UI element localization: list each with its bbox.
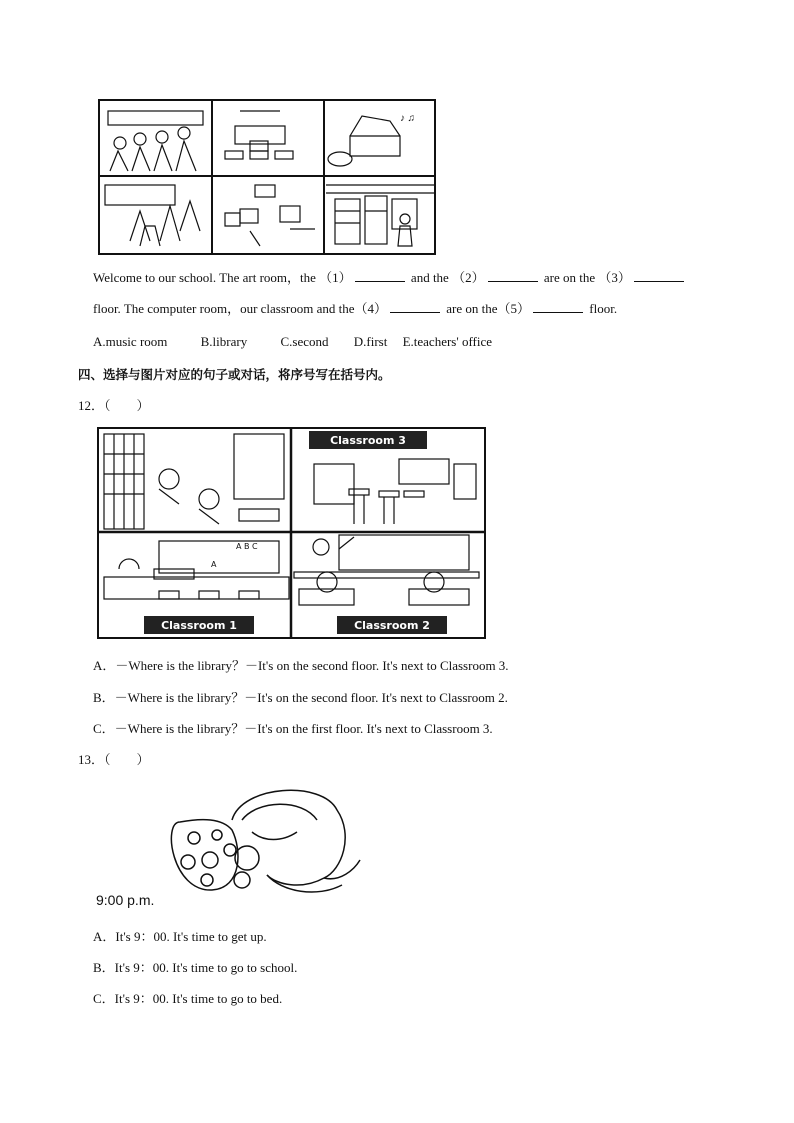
answer-blank-3[interactable]	[634, 270, 684, 282]
option-c: C.second	[280, 334, 329, 349]
option-e: E.teachers' office	[402, 334, 493, 349]
line1-text-a: Welcome to our school. The art room，the	[93, 270, 316, 285]
option-d: D.first	[353, 334, 388, 349]
answer-blank-4[interactable]	[390, 301, 440, 313]
q12-classrooms-drawing	[99, 429, 484, 637]
answer-blank-2[interactable]	[488, 270, 538, 282]
line1-num-1: （1）	[319, 270, 352, 285]
q12-picture	[97, 427, 486, 639]
q13-picture	[92, 780, 362, 910]
line2-text-b: are on the（5）	[446, 301, 531, 316]
q13-option-b: B．It's 9：00. It's time to go to school.	[93, 960, 298, 975]
board-letter-a: A	[211, 560, 217, 569]
school-rooms-drawing	[100, 101, 434, 253]
line1-text-c: and the	[410, 270, 449, 285]
q13-option-c: C．It's 9：00. It's time to go to bed.	[93, 991, 283, 1006]
board-letters: A B C	[236, 542, 258, 551]
q13-sleeping-child-drawing	[92, 780, 362, 910]
line2-text-c: floor.	[589, 301, 618, 316]
q12-option-a: A．－Where is the library？－It's on the second floor. It's next to Classroom 3.	[93, 658, 509, 673]
label-classroom-1: Classroom 1	[161, 619, 237, 632]
line2-text-a: floor. The computer room，our classroom and the（4）	[93, 301, 388, 316]
q13-time-label: 9:00 p.m.	[96, 892, 155, 908]
line1-text-e: are on the	[543, 270, 596, 285]
svg-text:♪ ♫: ♪ ♫	[400, 113, 415, 124]
word-options	[93, 334, 492, 350]
school-rooms-picture	[98, 99, 436, 255]
q12-option-c: C．－Where is the library？－It's on the first floor. It's next to Classroom 3.	[93, 721, 493, 736]
line1-num-2: （2）	[452, 270, 485, 285]
label-classroom-3: Classroom 3	[330, 434, 406, 447]
option-b: B.library	[200, 334, 248, 349]
fill-in-line-1	[93, 270, 687, 286]
q12-number: 12．（ ）	[78, 398, 150, 413]
answer-blank-5[interactable]	[533, 301, 583, 313]
fill-in-line-2	[93, 301, 617, 317]
q12-option-b: B．－Where is the library？－It's on the second floor. It's next to Classroom 2.	[93, 690, 508, 705]
section-4-heading: 四、选择与图片对应的句子或对话，将序号写在括号内。	[78, 367, 391, 382]
q13-option-a: A．It's 9：00. It's time to get up.	[93, 929, 267, 944]
label-classroom-2: Classroom 2	[354, 619, 430, 632]
line1-num-3: （3）	[598, 270, 631, 285]
answer-blank-1[interactable]	[355, 270, 405, 282]
option-a: A.music room	[93, 334, 168, 349]
q13-number: 13．（ ）	[78, 752, 150, 767]
